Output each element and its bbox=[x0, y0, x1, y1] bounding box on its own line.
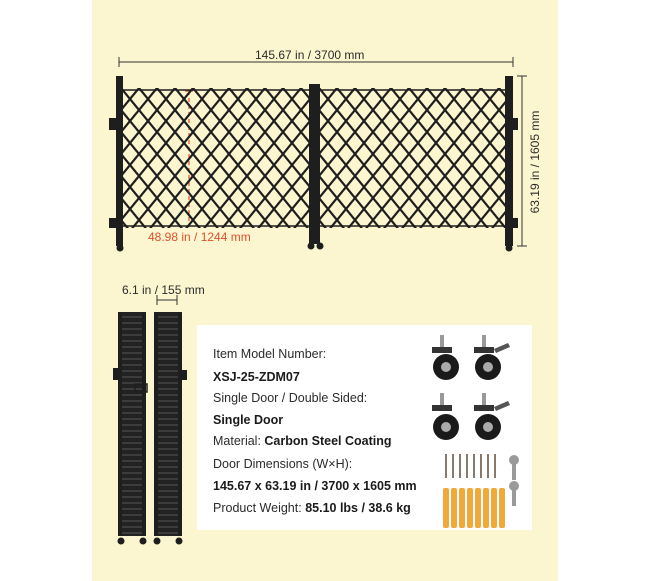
folded-depth-label: 6.1 in / 155 mm bbox=[122, 283, 205, 297]
model-number-value: XSJ-25-ZDM07 bbox=[213, 370, 300, 384]
wall-anchor-icon bbox=[443, 488, 505, 528]
inner-height-label: 48.98 in / 1244 mm bbox=[148, 230, 251, 244]
caster-wheel-icon bbox=[432, 333, 522, 448]
weight-label: Product Weight: bbox=[213, 501, 306, 515]
width-label: 145.67 in / 3700 mm bbox=[255, 48, 365, 62]
key-icon bbox=[509, 455, 519, 506]
material-value: Carbon Steel Coating bbox=[264, 434, 392, 448]
door-dimensions-value: 145.67 x 63.19 in / 3700 x 1605 mm bbox=[213, 479, 417, 493]
door-dimensions-label: Door Dimensions (W×H): bbox=[213, 457, 353, 471]
height-label: 63.19 in / 1605 mm bbox=[528, 110, 542, 214]
weight-value: 85.10 lbs / 38.6 kg bbox=[305, 501, 411, 515]
weight-line bbox=[213, 501, 411, 515]
material-label: Material: bbox=[213, 434, 265, 448]
door-type-label: Single Door / Double Sided: bbox=[213, 391, 368, 405]
model-number-label: Item Model Number: bbox=[213, 347, 327, 361]
screw-icon bbox=[446, 454, 495, 478]
material-line bbox=[213, 434, 392, 448]
door-type-value: Single Door bbox=[213, 413, 284, 427]
hardware-kit-icon bbox=[440, 452, 530, 532]
